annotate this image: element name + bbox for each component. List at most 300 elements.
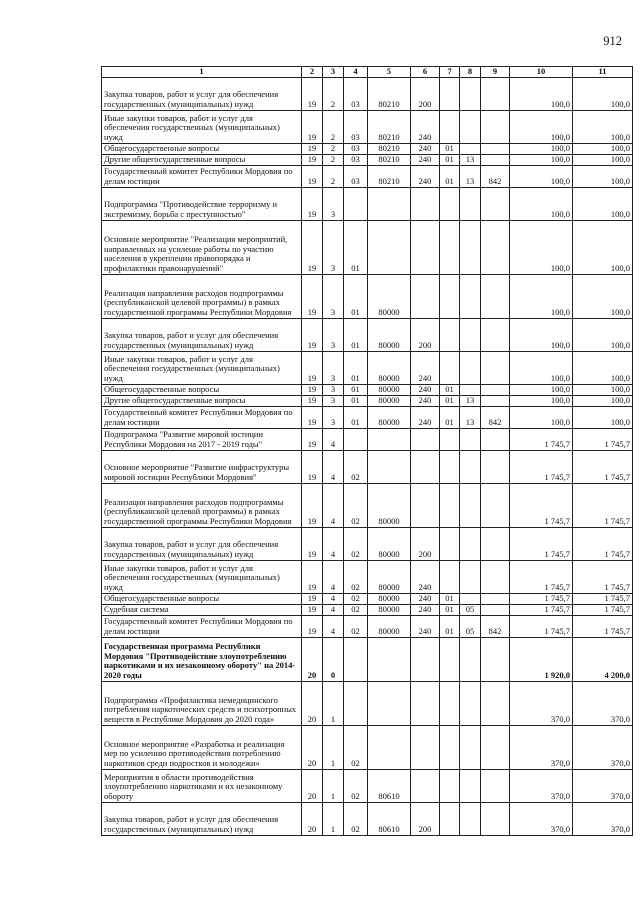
col-6: 240 <box>411 604 440 615</box>
col-11-amount: 1 745,7 <box>573 483 633 527</box>
col-8: 13 <box>460 406 481 428</box>
col-4: 02 <box>344 450 368 483</box>
col-2: 20 <box>302 681 323 725</box>
row-name: Иные закупки товаров, работ и услуг для обеспечения государственных (муниципальных) нужд <box>102 351 302 384</box>
col-2: 19 <box>302 560 323 593</box>
col-5: 80000 <box>368 395 411 406</box>
col-4: 01 <box>344 395 368 406</box>
table-row <box>102 220 633 274</box>
col-9 <box>481 725 510 769</box>
col-6 <box>411 220 440 274</box>
col-11-amount: 100,0 <box>573 220 633 274</box>
col-5 <box>368 428 411 450</box>
column-header: 10 <box>510 67 573 78</box>
col-10-amount: 1 745,7 <box>510 604 573 615</box>
budget-table <box>101 66 633 836</box>
col-3: 4 <box>323 593 344 604</box>
col-9 <box>481 769 510 802</box>
col-8 <box>460 143 481 154</box>
row-name: Иные закупки товаров, работ и услуг для обеспечения государственных (муниципальных) нужд <box>102 110 302 143</box>
col-2: 19 <box>302 395 323 406</box>
row-name: Основное мероприятие "Реализация мероприятий, направленных на усиление работы по участию населения в укреплении правопорядка и профилактики правонарушений" <box>102 220 302 274</box>
col-7: 01 <box>440 154 460 165</box>
column-header: 3 <box>323 67 344 78</box>
col-5 <box>368 681 411 725</box>
col-11-amount: 4 200,0 <box>573 637 633 681</box>
col-2: 20 <box>302 637 323 681</box>
col-7 <box>440 428 460 450</box>
col-9 <box>481 77 510 110</box>
col-7: 01 <box>440 395 460 406</box>
col-5 <box>368 637 411 681</box>
col-6 <box>411 725 440 769</box>
col-8: 13 <box>460 154 481 165</box>
col-7 <box>440 560 460 593</box>
col-6 <box>411 681 440 725</box>
col-7 <box>440 110 460 143</box>
col-8 <box>460 110 481 143</box>
table-row <box>102 637 633 681</box>
col-2: 20 <box>302 725 323 769</box>
col-2: 19 <box>302 593 323 604</box>
col-11-amount: 100,0 <box>573 406 633 428</box>
col-9 <box>481 450 510 483</box>
col-11-amount: 370,0 <box>573 802 633 835</box>
table-row <box>102 560 633 593</box>
col-6: 240 <box>411 154 440 165</box>
column-header: 4 <box>344 67 368 78</box>
column-header: 6 <box>411 67 440 78</box>
table-row <box>102 351 633 384</box>
table-row <box>102 143 633 154</box>
col-8: 05 <box>460 615 481 637</box>
col-8 <box>460 220 481 274</box>
table-row <box>102 77 633 110</box>
row-name: Государственный комитет Республики Мордовия по делам юстиции <box>102 615 302 637</box>
col-3: 2 <box>323 110 344 143</box>
col-7 <box>440 483 460 527</box>
col-2: 19 <box>302 351 323 384</box>
col-3: 2 <box>323 143 344 154</box>
col-4 <box>344 187 368 220</box>
col-3: 3 <box>323 187 344 220</box>
column-header: 9 <box>481 67 510 78</box>
col-9 <box>481 154 510 165</box>
col-4: 01 <box>344 220 368 274</box>
col-10-amount: 1 745,7 <box>510 527 573 560</box>
col-6: 240 <box>411 395 440 406</box>
col-10-amount: 100,0 <box>510 143 573 154</box>
col-9 <box>481 143 510 154</box>
col-8 <box>460 527 481 560</box>
col-8 <box>460 450 481 483</box>
col-7 <box>440 351 460 384</box>
col-9 <box>481 395 510 406</box>
col-7 <box>440 220 460 274</box>
col-3: 2 <box>323 154 344 165</box>
table-row <box>102 318 633 351</box>
col-4: 03 <box>344 77 368 110</box>
col-10-amount: 100,0 <box>510 406 573 428</box>
col-10-amount: 100,0 <box>510 77 573 110</box>
col-8 <box>460 483 481 527</box>
col-11-amount: 100,0 <box>573 154 633 165</box>
col-2: 19 <box>302 406 323 428</box>
col-2: 19 <box>302 110 323 143</box>
column-header: 8 <box>460 67 481 78</box>
col-10-amount: 100,0 <box>510 274 573 318</box>
col-11-amount: 100,0 <box>573 143 633 154</box>
col-10-amount: 1 920,0 <box>510 637 573 681</box>
col-6: 200 <box>411 802 440 835</box>
col-4 <box>344 637 368 681</box>
col-7: 01 <box>440 406 460 428</box>
col-7 <box>440 527 460 560</box>
col-11-amount: 1 745,7 <box>573 615 633 637</box>
col-5 <box>368 187 411 220</box>
table-row <box>102 450 633 483</box>
col-9: 842 <box>481 615 510 637</box>
table-row <box>102 165 633 187</box>
table-row <box>102 384 633 395</box>
col-5: 80610 <box>368 802 411 835</box>
col-10-amount: 100,0 <box>510 110 573 143</box>
row-name: Общегосударственные вопросы <box>102 384 302 395</box>
col-8 <box>460 802 481 835</box>
col-6: 240 <box>411 384 440 395</box>
col-5: 80210 <box>368 110 411 143</box>
col-11-amount: 100,0 <box>573 351 633 384</box>
col-5 <box>368 725 411 769</box>
row-name: Закупка товаров, работ и услуг для обеспечения государственных (муниципальных) нужд <box>102 77 302 110</box>
col-8 <box>460 384 481 395</box>
row-name: Общегосударственные вопросы <box>102 143 302 154</box>
col-10-amount: 370,0 <box>510 725 573 769</box>
col-3: 3 <box>323 351 344 384</box>
col-7: 01 <box>440 165 460 187</box>
col-6: 240 <box>411 406 440 428</box>
col-2: 19 <box>302 527 323 560</box>
col-4: 02 <box>344 560 368 593</box>
col-7: 01 <box>440 593 460 604</box>
table-body <box>102 77 633 835</box>
col-6: 240 <box>411 110 440 143</box>
col-3: 3 <box>323 384 344 395</box>
col-8 <box>460 637 481 681</box>
row-name: Другие общегосударственные вопросы <box>102 154 302 165</box>
col-4 <box>344 428 368 450</box>
col-6: 240 <box>411 593 440 604</box>
col-7 <box>440 77 460 110</box>
col-9 <box>481 527 510 560</box>
col-8 <box>460 769 481 802</box>
col-3: 3 <box>323 274 344 318</box>
col-9: 842 <box>481 165 510 187</box>
col-2: 19 <box>302 604 323 615</box>
col-8 <box>460 593 481 604</box>
col-5: 80000 <box>368 527 411 560</box>
col-10-amount: 1 745,7 <box>510 428 573 450</box>
table-row <box>102 725 633 769</box>
row-name: Подпрограмма "Противодействие терроризму и экстремизму, борьба с преступностью" <box>102 187 302 220</box>
col-3: 0 <box>323 637 344 681</box>
col-9 <box>481 802 510 835</box>
col-6: 200 <box>411 527 440 560</box>
col-2: 19 <box>302 143 323 154</box>
col-3: 3 <box>323 395 344 406</box>
col-5: 80610 <box>368 769 411 802</box>
table-header-row <box>102 67 633 78</box>
col-10-amount: 100,0 <box>510 395 573 406</box>
col-2: 19 <box>302 384 323 395</box>
col-2: 19 <box>302 165 323 187</box>
col-8 <box>460 428 481 450</box>
col-9 <box>481 637 510 681</box>
col-8: 13 <box>460 165 481 187</box>
col-7 <box>440 450 460 483</box>
col-4: 02 <box>344 615 368 637</box>
row-name: Другие общегосударственные вопросы <box>102 395 302 406</box>
row-name: Государственный комитет Республики Мордовия по делам юстиции <box>102 165 302 187</box>
col-3: 4 <box>323 527 344 560</box>
col-2: 19 <box>302 428 323 450</box>
table-row <box>102 406 633 428</box>
col-11-amount: 100,0 <box>573 77 633 110</box>
col-4: 02 <box>344 802 368 835</box>
col-7 <box>440 318 460 351</box>
col-2: 19 <box>302 450 323 483</box>
col-7: 01 <box>440 604 460 615</box>
col-7 <box>440 681 460 725</box>
col-6 <box>411 637 440 681</box>
page-number: 912 <box>603 34 622 48</box>
row-name: Закупка товаров, работ и услуг для обеспечения государственных (муниципальных) нужд <box>102 318 302 351</box>
table-row <box>102 769 633 802</box>
col-2: 19 <box>302 483 323 527</box>
col-5: 80000 <box>368 274 411 318</box>
col-5: 80210 <box>368 143 411 154</box>
col-6: 240 <box>411 615 440 637</box>
col-6 <box>411 428 440 450</box>
col-11-amount: 100,0 <box>573 110 633 143</box>
row-name: Мероприятия в области противодействия злоупотреблению наркотиками и их незаконному обороту <box>102 769 302 802</box>
col-2: 19 <box>302 615 323 637</box>
col-11-amount: 1 745,7 <box>573 527 633 560</box>
col-9 <box>481 110 510 143</box>
col-3: 1 <box>323 769 344 802</box>
col-8: 05 <box>460 604 481 615</box>
col-3: 4 <box>323 560 344 593</box>
col-9 <box>481 428 510 450</box>
col-8 <box>460 274 481 318</box>
col-5: 80000 <box>368 406 411 428</box>
col-7 <box>440 274 460 318</box>
col-10-amount: 1 745,7 <box>510 483 573 527</box>
col-11-amount: 100,0 <box>573 274 633 318</box>
col-5: 80000 <box>368 615 411 637</box>
col-10-amount: 370,0 <box>510 769 573 802</box>
row-name: Судебная система <box>102 604 302 615</box>
col-11-amount: 370,0 <box>573 769 633 802</box>
col-9 <box>481 604 510 615</box>
col-5: 80210 <box>368 165 411 187</box>
col-5: 80210 <box>368 154 411 165</box>
col-5: 80000 <box>368 351 411 384</box>
col-8 <box>460 681 481 725</box>
col-6: 240 <box>411 560 440 593</box>
col-5: 80210 <box>368 77 411 110</box>
col-10-amount: 1 745,7 <box>510 560 573 593</box>
col-11-amount: 1 745,7 <box>573 560 633 593</box>
row-name: Общегосударственные вопросы <box>102 593 302 604</box>
col-5: 80000 <box>368 593 411 604</box>
col-4: 01 <box>344 274 368 318</box>
col-6: 240 <box>411 351 440 384</box>
col-11-amount: 1 745,7 <box>573 604 633 615</box>
col-5: 80000 <box>368 318 411 351</box>
col-9 <box>481 187 510 220</box>
col-5 <box>368 450 411 483</box>
col-6: 240 <box>411 165 440 187</box>
col-5 <box>368 220 411 274</box>
col-10-amount: 100,0 <box>510 154 573 165</box>
col-2: 19 <box>302 154 323 165</box>
col-3: 1 <box>323 681 344 725</box>
col-2: 19 <box>302 318 323 351</box>
col-8 <box>460 77 481 110</box>
col-11-amount: 370,0 <box>573 725 633 769</box>
table-row <box>102 154 633 165</box>
table-row <box>102 802 633 835</box>
col-3: 4 <box>323 428 344 450</box>
col-7 <box>440 187 460 220</box>
col-6: 240 <box>411 143 440 154</box>
col-8 <box>460 318 481 351</box>
col-10-amount: 100,0 <box>510 165 573 187</box>
col-10-amount: 370,0 <box>510 802 573 835</box>
row-name: Закупка товаров, работ и услуг для обеспечения государственных (муниципальных) нужд <box>102 527 302 560</box>
col-10-amount: 1 745,7 <box>510 450 573 483</box>
col-11-amount: 100,0 <box>573 165 633 187</box>
col-2: 19 <box>302 77 323 110</box>
col-10-amount: 100,0 <box>510 384 573 395</box>
column-header: 1 <box>102 67 302 78</box>
col-6 <box>411 274 440 318</box>
col-7 <box>440 725 460 769</box>
col-2: 19 <box>302 187 323 220</box>
table-row <box>102 527 633 560</box>
col-4: 03 <box>344 165 368 187</box>
table-row <box>102 428 633 450</box>
col-4 <box>344 681 368 725</box>
col-5: 80000 <box>368 560 411 593</box>
col-10-amount: 100,0 <box>510 318 573 351</box>
table-row <box>102 604 633 615</box>
row-name: Реализация направления расходов подпрограммы (республиканской целевой программы) в рамках государственной программы Республики Мордовия <box>102 483 302 527</box>
col-5: 80000 <box>368 483 411 527</box>
table-row <box>102 593 633 604</box>
col-10-amount: 100,0 <box>510 187 573 220</box>
col-6 <box>411 187 440 220</box>
column-header: 2 <box>302 67 323 78</box>
col-4: 02 <box>344 527 368 560</box>
col-6 <box>411 450 440 483</box>
row-name: Основное мероприятие «Разработка и реализация мер по усилению противодействия потреблению наркотиков среди подростков и молодежи» <box>102 725 302 769</box>
col-9: 842 <box>481 406 510 428</box>
col-11-amount: 1 745,7 <box>573 450 633 483</box>
col-11-amount: 1 745,7 <box>573 593 633 604</box>
row-name: Иные закупки товаров, работ и услуг для обеспечения государственных (муниципальных) нужд <box>102 560 302 593</box>
col-10-amount: 1 745,7 <box>510 615 573 637</box>
col-10-amount: 100,0 <box>510 220 573 274</box>
col-7: 01 <box>440 615 460 637</box>
row-name: Государственный комитет Республики Мордовия по делам юстиции <box>102 406 302 428</box>
col-10-amount: 370,0 <box>510 681 573 725</box>
col-5: 80000 <box>368 384 411 395</box>
col-9 <box>481 351 510 384</box>
col-3: 3 <box>323 406 344 428</box>
col-3: 4 <box>323 604 344 615</box>
col-8: 13 <box>460 395 481 406</box>
col-4: 01 <box>344 318 368 351</box>
col-6: 200 <box>411 77 440 110</box>
col-3: 4 <box>323 450 344 483</box>
column-header: 11 <box>573 67 633 78</box>
col-2: 19 <box>302 274 323 318</box>
col-7 <box>440 802 460 835</box>
column-header: 5 <box>368 67 411 78</box>
col-9 <box>481 274 510 318</box>
col-6 <box>411 483 440 527</box>
col-4: 01 <box>344 384 368 395</box>
col-4: 03 <box>344 154 368 165</box>
col-4: 02 <box>344 769 368 802</box>
col-4: 03 <box>344 110 368 143</box>
col-3: 4 <box>323 615 344 637</box>
col-9 <box>481 483 510 527</box>
row-name: Реализация направления расходов подпрограммы (республиканской целевой программы) в рамках государственной программы Республики Мордовия <box>102 274 302 318</box>
table-row <box>102 615 633 637</box>
col-10-amount: 100,0 <box>510 351 573 384</box>
col-9 <box>481 560 510 593</box>
col-11-amount: 100,0 <box>573 187 633 220</box>
col-3: 1 <box>323 802 344 835</box>
col-8 <box>460 560 481 593</box>
col-10-amount: 1 745,7 <box>510 593 573 604</box>
row-name: Закупка товаров, работ и услуг для обеспечения государственных (муниципальных) нужд <box>102 802 302 835</box>
col-9 <box>481 681 510 725</box>
col-7 <box>440 637 460 681</box>
col-4: 02 <box>344 593 368 604</box>
row-name: Подпрограмма "Развитие мировой юстиции Республики Мордовия на 2017 - 2019 годы" <box>102 428 302 450</box>
col-3: 3 <box>323 318 344 351</box>
col-3: 4 <box>323 483 344 527</box>
table-row <box>102 483 633 527</box>
col-3: 1 <box>323 725 344 769</box>
col-4: 01 <box>344 406 368 428</box>
col-2: 19 <box>302 220 323 274</box>
col-7: 01 <box>440 384 460 395</box>
col-4: 02 <box>344 483 368 527</box>
table-row <box>102 681 633 725</box>
col-7: 01 <box>440 143 460 154</box>
col-4: 02 <box>344 725 368 769</box>
col-7 <box>440 769 460 802</box>
column-header: 7 <box>440 67 460 78</box>
col-11-amount: 100,0 <box>573 384 633 395</box>
col-11-amount: 100,0 <box>573 318 633 351</box>
col-9 <box>481 318 510 351</box>
